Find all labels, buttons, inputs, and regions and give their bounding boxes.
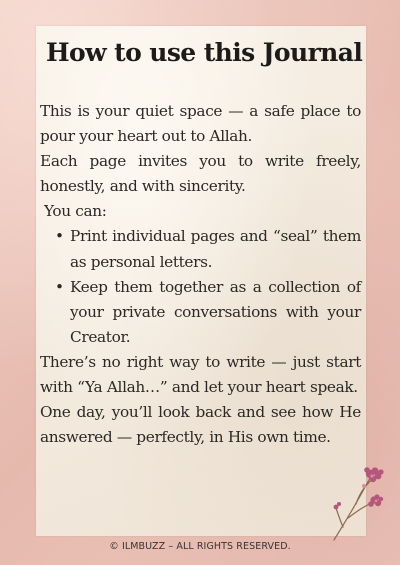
paragraph-one-day: One day, you’ll look back and see how He answered — perfectly, in His own time. xyxy=(40,403,361,447)
bullet-icon: • xyxy=(55,227,64,246)
list-item xyxy=(40,275,361,350)
list-item-text: Print individual pages and “seal” them as personal letters. xyxy=(70,227,361,271)
copyright-footer: © ILMBUZZ – ALL RIGHTS RESERVED. xyxy=(109,541,291,552)
paragraph-invite: Each page invites you to write freely, honestly, and with sincerity. xyxy=(40,152,361,196)
paragraph-intro: This is your quiet space — a safe place to pour your heart out to Allah. xyxy=(40,102,361,146)
paragraph-no-right-way: There’s no right way to write — just start with “Ya Allah…” and let your heart speak. xyxy=(40,352,361,397)
page-title: How to use this Journal xyxy=(46,38,363,67)
bullet-icon: • xyxy=(55,277,64,296)
list-item-text: Keep them together as a collection of your private conversations with your Creator. xyxy=(70,277,361,346)
list-item xyxy=(40,224,361,274)
options-list xyxy=(40,224,361,349)
paragraph-you-can: You can: xyxy=(44,202,107,221)
flower-sprig-icon xyxy=(326,462,392,542)
instructions-body xyxy=(40,99,361,450)
